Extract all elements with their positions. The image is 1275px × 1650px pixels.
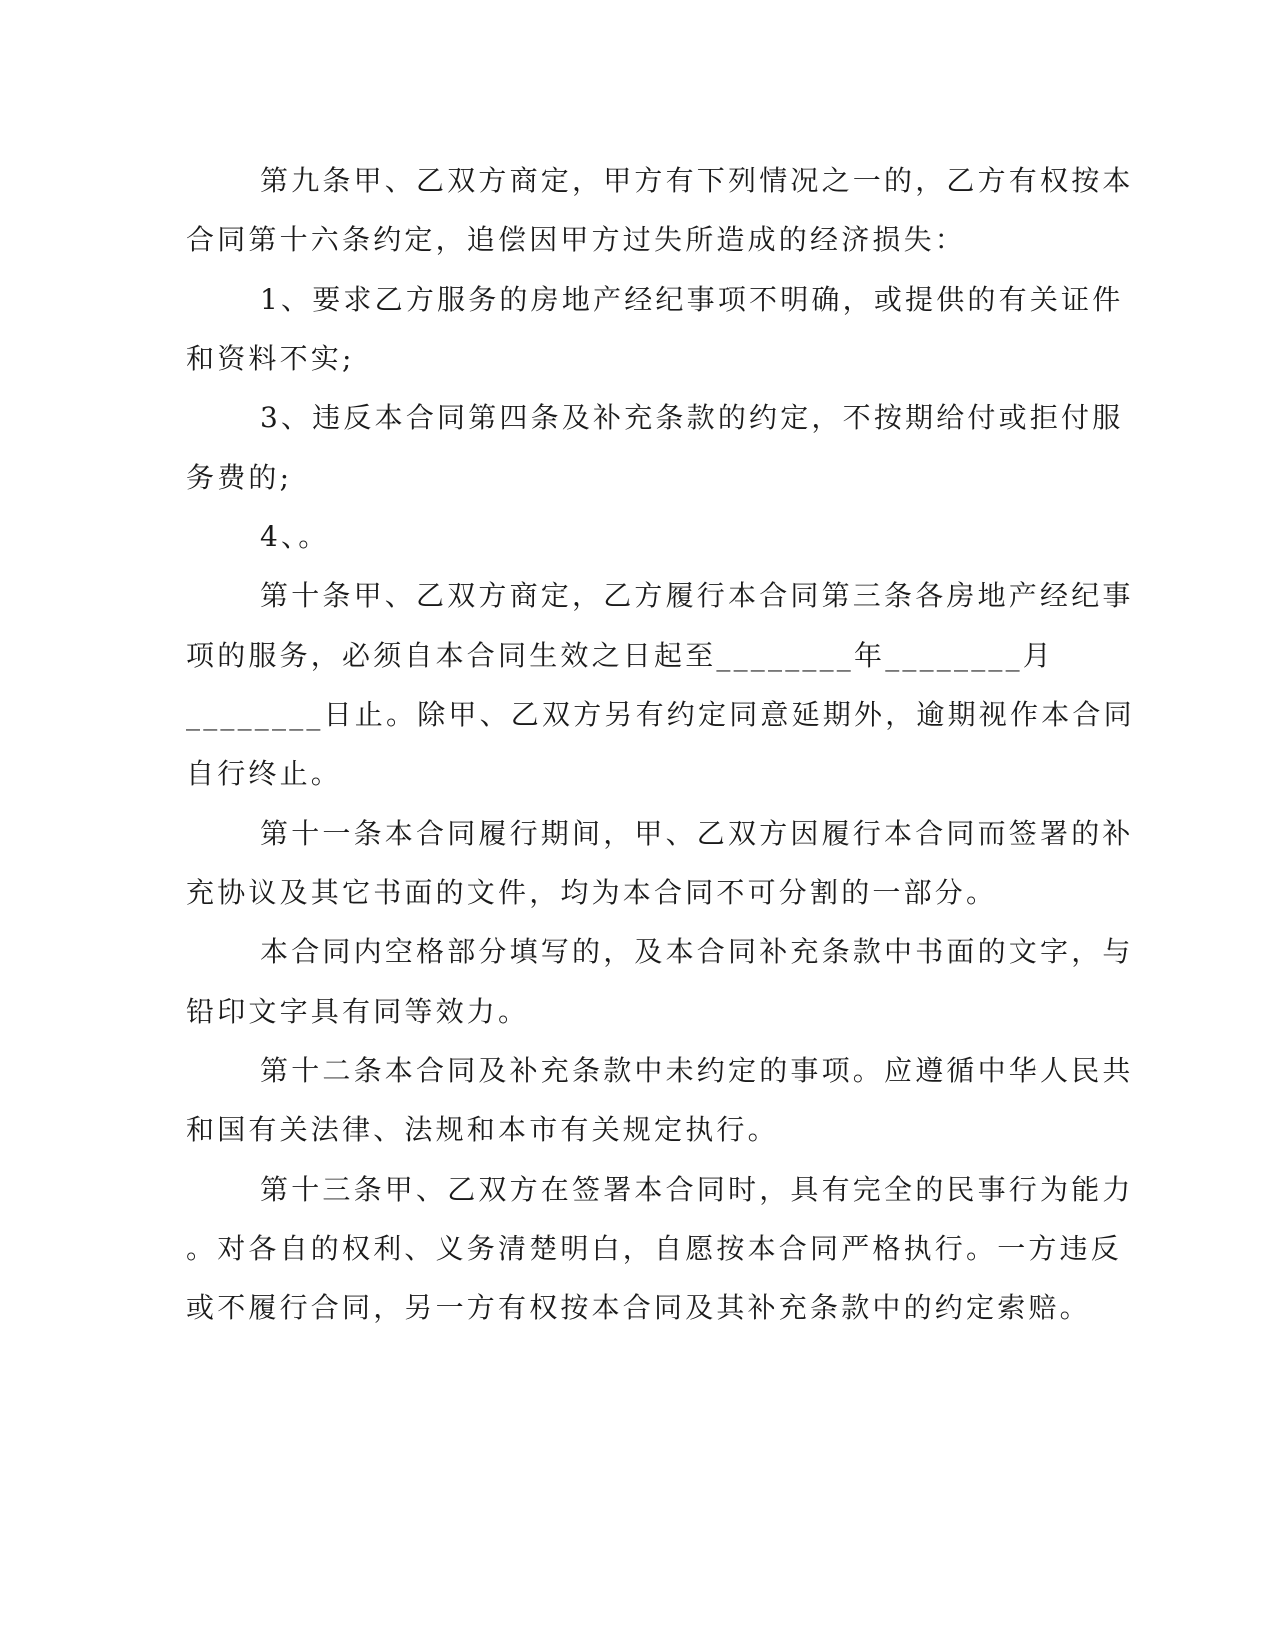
text-line: 第十二条本合同及补充条款中未约定的事项。应遵循中华人民共 xyxy=(260,1054,1134,1087)
text-line: 。对各自的权利、义务清楚明白，自愿按本合同严格执行。一方违反 xyxy=(186,1232,1123,1265)
text-line: 铅印文字具有同等效力。 xyxy=(186,995,530,1028)
text-line: 4、。 xyxy=(260,520,330,553)
text-line: 3、违反本合同第四条及补充条款的约定，不按期给付或拒付服 xyxy=(260,401,1124,434)
text-line: 自行终止。 xyxy=(186,757,343,790)
text-line: 第九条甲、乙双方商定，甲方有下列情况之一的，乙方有权按本 xyxy=(260,164,1134,197)
text-line: ________日止。除甲、乙双方另有约定同意延期外，逾期视作本合同 xyxy=(186,698,1135,731)
text-line: 和国有关法律、法规和本市有关规定执行。 xyxy=(186,1113,779,1146)
text-line: 项的服务，必须自本合同生效之日起至________年________月 xyxy=(186,639,1055,672)
text-line: 合同第十六条约定，追偿因甲方过失所造成的经济损失： xyxy=(186,223,967,256)
text-line: 第十三条甲、乙双方在签署本合同时，具有完全的民事行为能力 xyxy=(260,1173,1134,1206)
text-line: 第十一条本合同履行期间，甲、乙双方因履行本合同而签署的补 xyxy=(260,817,1134,850)
text-line: 和资料不实; xyxy=(186,342,355,375)
text-line: 1、要求乙方服务的房地产经纪事项不明确，或提供的有关证件 xyxy=(260,283,1124,316)
text-line: 务费的; xyxy=(186,461,293,494)
text-line: 充协议及其它书面的文件，均为本合同不可分割的一部分。 xyxy=(186,876,998,909)
text-line: 本合同内空格部分填写的，及本合同补充条款中书面的文字，与 xyxy=(260,935,1134,968)
text-line: 或不履行合同，另一方有权按本合同及其补充条款中的约定索赔。 xyxy=(186,1291,1091,1324)
text-line: 第十条甲、乙双方商定，乙方履行本合同第三条各房地产经纪事 xyxy=(260,579,1134,612)
